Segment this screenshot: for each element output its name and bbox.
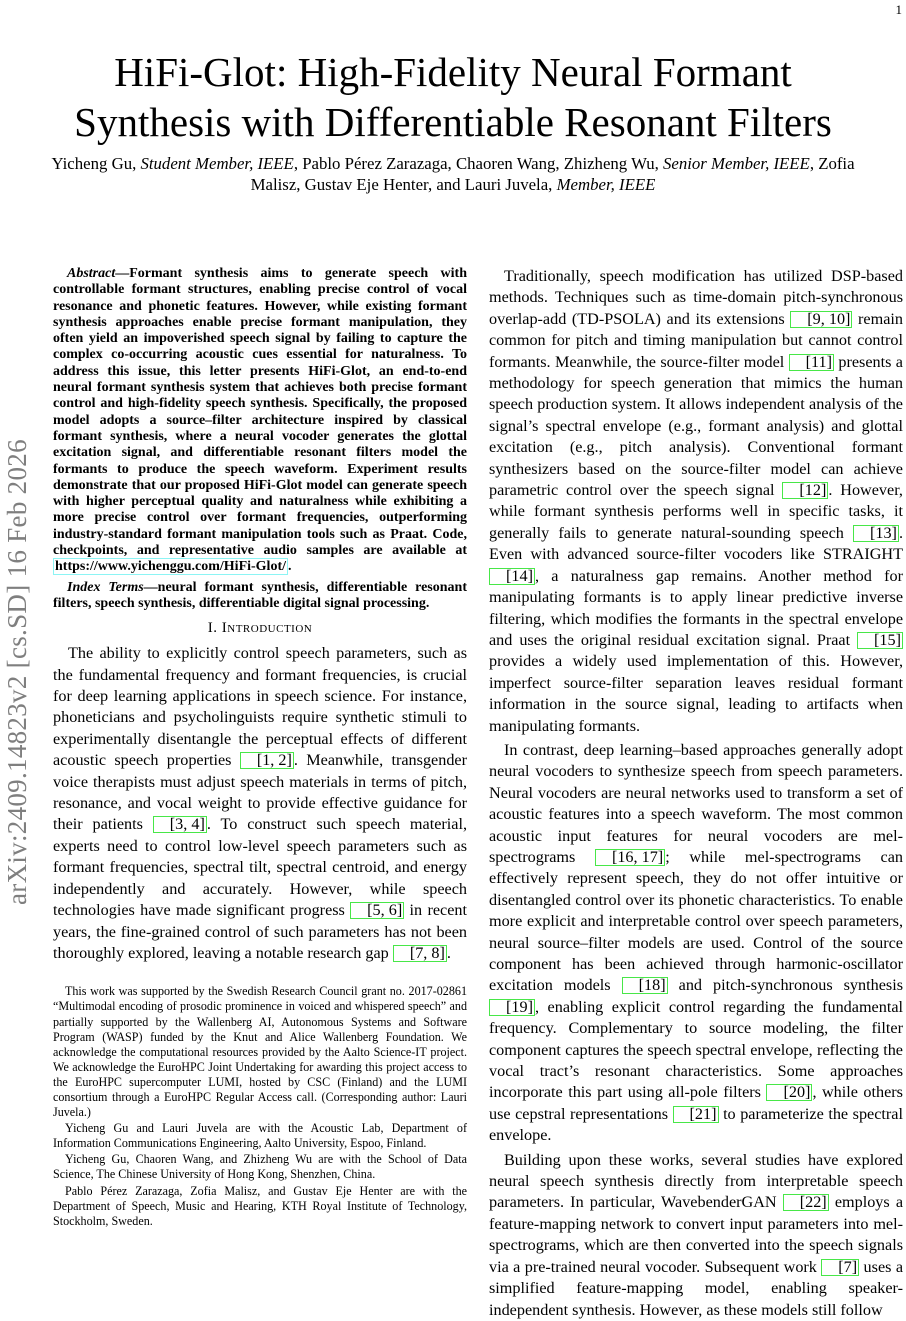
abstract-label: Abstract	[67, 266, 116, 281]
authors-part1: Yicheng Gu,	[51, 154, 141, 173]
text-run: The ability to explicitly control speech parameters, such as the fundamental frequency and formant frequencies, is crucial for deep learning applications in speech science. For instance, phoneticians and psycholinguists require synthetic stimuli to experimentally disentangle the perceptual effects of different acoustic speech properties	[53, 644, 467, 770]
footnote-affiliation-aalto: Yicheng Gu and Lauri Juvela are with the Acoustic Lab, Department of Information Communications Engineering, Aalto University, Espoo, Finland.	[53, 1121, 467, 1151]
text-run: provides a widely used implementation of this. However, imperfect source-filter separation leaves residual formant information in the source signal, leading to artifacts when manipulating formants.	[489, 652, 903, 735]
authors-part2: , Pablo Pérez Zarazaga, Chaoren Wang, Zhizheng Wu,	[293, 154, 664, 173]
footnote-affiliation-kth: Pablo Pérez Zarazaga, Zofia Malisz, and Gustav Eje Henter are with the Department of Speech, Music and Hearing, KTH Royal Institute of Technology, Stockholm, Sweden.	[53, 1183, 467, 1228]
citation-link[interactable]: [21]	[673, 1106, 719, 1123]
text-run: . However, while formant synthesis performs well in specific tasks, it generally fails to generate natural-sounding speech	[489, 481, 903, 542]
index-terms-text: —neural formant synthesis, differentiable resonant filters, speech synthesis, differentiable digital signal processing.	[53, 579, 467, 611]
citation-link[interactable]: [9, 10]	[790, 311, 852, 328]
text-run: . To construct such speech material, experts need to control low-level speech parameters such as formant frequencies, spectral tilt, spectral centroid, and energy independently and accurately. However, while speech technologies have made significant progress	[53, 815, 467, 920]
citation-link[interactable]: [20]	[766, 1084, 812, 1101]
footnotes	[53, 984, 467, 1229]
citation-link[interactable]: [12]	[782, 482, 828, 499]
text-run: In contrast, deep learning–based approaches generally adopt neural vocoders to synthesize speech from speech parameters. Neural vocoders are neural networks used to transform a set of acoustic features into a speech waveform. The most common acoustic input features for neural vocoders are mel-spectrograms	[489, 740, 903, 866]
text-run: , while others use cepstral representations	[489, 1083, 903, 1123]
text-run: ; while mel-spectrograms can effectively represent speech, they do not offer intuitive or disentangled control over its phonetic characteristics. To enable more explicit and interpretable control over speech parameters, neural source–filter models are used. Control of the source component has been achieved through harmonic-oscillator excitation models	[489, 847, 903, 995]
author-role-1: Student Member, IEEE	[140, 154, 294, 173]
text-run: Building upon these works, several studies have explored neural speech synthesis directly from interpretable speech parameters. In particular, WavebenderGAN	[489, 1150, 903, 1212]
text-run: remain common for pitch and timing manipulation but cannot control formants. Meanwhile, the source-filter model	[489, 309, 903, 371]
text-run: and pitch-synchronous synthesis	[667, 976, 903, 995]
abstract-end: .	[288, 559, 292, 575]
intro-paragraph	[53, 643, 467, 964]
text-run: , enabling explicit control regarding the fundamental frequency. Complementary to source modeling, the filter component captures the speech spectral envelope, reflecting the vocal tract’s resonant characteristics. Some approaches incorporate this part using all-pole filters	[489, 997, 903, 1102]
abstract-text: —Formant synthesis aims to generate speech with controllable formant structures, enabling precise control of vocal resonance and phonetic features. However, while existing formant synthesis approaches enable precise formant manipulation, they often yield an impoverished speech signal by failing to capture the complex co-occurring acoustic cues essential for naturalness. To address this issue, this letter presents HiFi-Glot, an end-to-end neural formant synthesis system that achieves both precise formant control and high-fidelity speech synthesis. Specifically, the proposed model adopts a source–filter architecture inspired by classical formant synthesis, where a neural vocoder generates the glottal excitation signal, and differentiable resonant filters model the formants to produce the speech waveform. Experiment results demonstrate that our proposed HiFi-Glot model can generate speech with higher perceptual quality and naturalness while exhibiting a more precise control over formant frequencies, outperforming industry-standard formant manipulation tools such as Praat. Code, checkpoints, and representative audio samples are available at	[53, 266, 467, 559]
text-run: presents a methodology for speech generation that mimics the human speech production system. It allows independent analysis of the signal’s spectral envelope (e.g., formant analysis) and glottal excitation (e.g., pitch analysis). Conventional formant synthesizers based on the source-filter model can achieve parametric control over the speech signal	[489, 352, 903, 500]
page-number: 1	[895, 2, 902, 17]
citation-link[interactable]: [7, 8]	[393, 945, 447, 962]
code-url-link[interactable]: https://www.yichenggu.com/HiFi-Glot/	[55, 559, 286, 575]
text-run: .	[446, 943, 451, 962]
citation-link[interactable]: [11]	[789, 354, 834, 371]
citation-link[interactable]: [22]	[783, 1194, 829, 1211]
citation-link[interactable]: [3, 4]	[153, 816, 207, 833]
text-run: in recent years, the fine-grained control of such parameters has not been thoroughly explored, leaving a notable research gap	[53, 901, 467, 962]
citation-link[interactable]: [5, 6]	[350, 902, 404, 919]
author-list	[45, 153, 861, 195]
citation-link[interactable]: [15]	[857, 632, 903, 649]
citation-link[interactable]: [19]	[489, 999, 535, 1016]
authors-part3: , Zofia Malisz, Gustav Eje Henter, and Lauri Juvela,	[250, 154, 855, 194]
text-run: . Even with advanced source-filter vocoders like STRAIGHT	[489, 523, 903, 564]
author-role-3: Member, IEEE	[556, 175, 656, 194]
text-run: , a naturalness gap remains. Another method for manipulating formants is to apply linear predictive inverse filtering, which modifies the formants in the spectral envelope and uses the original residual excitation signal. Praat	[489, 566, 903, 649]
abstract	[53, 266, 467, 576]
index-terms	[53, 580, 467, 613]
paragraph-neural-vocoders	[489, 740, 903, 1147]
text-run: employs a feature-mapping network to convert input parameters into mel-spectrograms, which are then converted into the speech signals via a pre-trained neural vocoder. Subsequent work	[489, 1193, 903, 1276]
footnote-affiliation-cuhk: Yicheng Gu, Chaoren Wang, and Zhizheng Wu are with the School of Data Science, The Chinese University of Hong Kong, Shenzhen, China.	[53, 1152, 467, 1182]
paragraph-related-work	[489, 1150, 903, 1321]
citation-link[interactable]: [18]	[622, 977, 668, 994]
left-column	[53, 266, 467, 1230]
citation-link[interactable]: [16, 17]	[595, 849, 665, 866]
text-run: to parameterize the spectral envelope.	[489, 1104, 903, 1145]
paragraph-dsp-methods	[489, 266, 903, 737]
citation-link[interactable]: [1, 2]	[240, 752, 294, 769]
footnote-funding: This work was supported by the Swedish Research Council grant no. 2017-02861 “Multimodal encoding of prosodic prominence in voiced and whispered speech” and partially supported by the Wallenberg AI, Autonomous Systems and Software Program (WASP) funded by the Knut and Alice Wallenberg Foundation. We acknowledge the computational resources provided by the Aalto Science-IT project. We acknowledge the EuroHPC Joint Undertaking for awarding this project access to the EuroHPC supercomputer LUMI, hosted by CSC (Finland) and the LUMI consortium through a EuroHPC Regular Access call. (Corresponding author: Lauri Juvela.)	[53, 984, 467, 1120]
index-terms-label: Index Terms	[67, 579, 144, 595]
author-role-2: Senior Member, IEEE	[663, 154, 810, 173]
section-heading-introduction: I. Introduction	[207, 620, 313, 637]
citation-link[interactable]: [7]	[821, 1259, 859, 1276]
text-run: . Meanwhile, transgender voice therapists must adjust speech materials in terms of pitch, resonance, and vocal weight to provide effective guidance for their patients	[53, 751, 467, 834]
right-column	[489, 266, 903, 1321]
citation-link[interactable]: [14]	[489, 568, 535, 585]
paper-title: HiFi-Glot: High-Fidelity Neural Formant Synthesis with Differentiable Resonant Filters	[74, 49, 832, 145]
citation-link[interactable]: [13]	[853, 525, 899, 542]
text-run: uses a simplified feature-mapping model, enabling speaker-independent synthesis. However, as these models still follow	[489, 1257, 904, 1319]
text-run: Traditionally, speech modification has utilized DSP-based methods. Techniques such as time-domain pitch-synchronous overlap-add (TD-PSOLA) and its extensions	[489, 267, 903, 328]
